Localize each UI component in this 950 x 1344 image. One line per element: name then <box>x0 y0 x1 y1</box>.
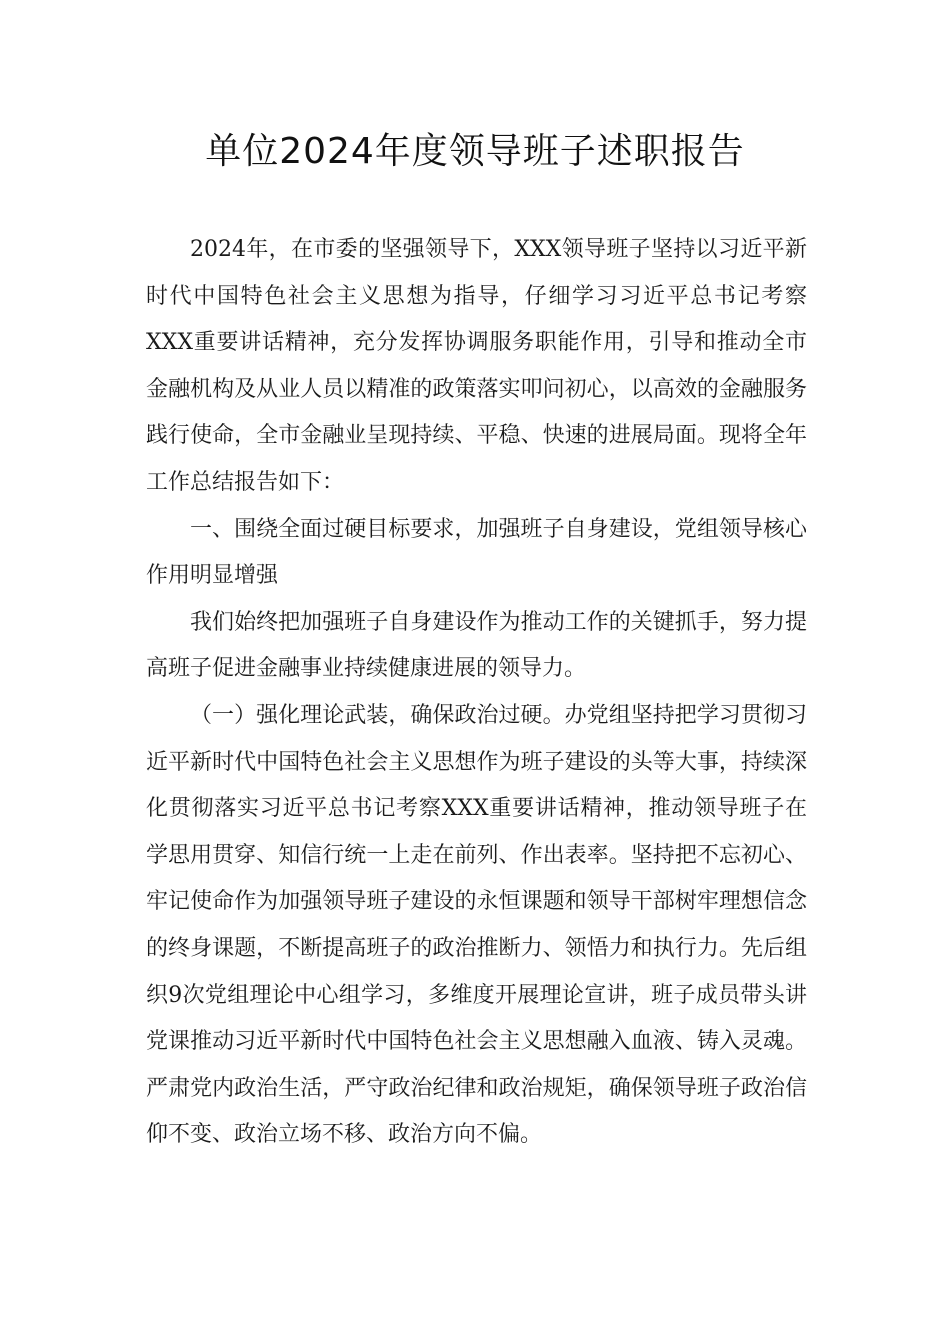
paragraph-section-1-intro: 我们始终把加强班子自身建设作为推动工作的关键抓手，努力提高班子促进金融事业持续健康进展的领导力。 <box>146 609 807 682</box>
document-body <box>146 227 807 1159</box>
paragraph-subsection-1: （一）强化理论武装，确保政治过硬。办党组坚持把学习贯彻习近平新时代中国特色社会主义思想作为班子建设的头等大事，持续深化贯彻落实习近平总书记考察XXX重要讲话精神，推动领导班子在学思用贯穿、知信行统一上走在前列、作出表率。坚持把不忘初心、牢记使命作为加强领导班子建设的永恒课题和领导干部树牢理想信念的终身课题，不断提高班子的政治推断力、领悟力和执行力。先后组织9次党组理论中心组学习，多维度开展理论宣讲，班子成员带头讲党课推动习近平新时代中国特色社会主义思想融入血液、铸入灵魂。严肃党内政治生活，严守政治纪律和政治规矩，确保领导班子政治信仰不变、政治立场不移、政治方向不偏。 <box>146 702 807 1148</box>
paragraph-intro: 2024年，在市委的坚强领导下，XXX领导班子坚持以习近平新时代中国特色社会主义思想为指导，仔细学习习近平总书记考察XXX重要讲话精神，充分发挥协调服务职能作用，引导和推动全市金融机构及从业人员以精准的政策落实叩问初心，以高效的金融服务践行使命，全市金融业呈现持续、平稳、快速的进展局面。现将全年工作总结报告如下： <box>146 237 807 495</box>
document-title: 单位2024年度领导班子述职报告 <box>205 131 745 172</box>
section-heading-1: 一、围绕全面过硬目标要求，加强班子自身建设，党组领导核心作用明显增强 <box>146 516 807 589</box>
